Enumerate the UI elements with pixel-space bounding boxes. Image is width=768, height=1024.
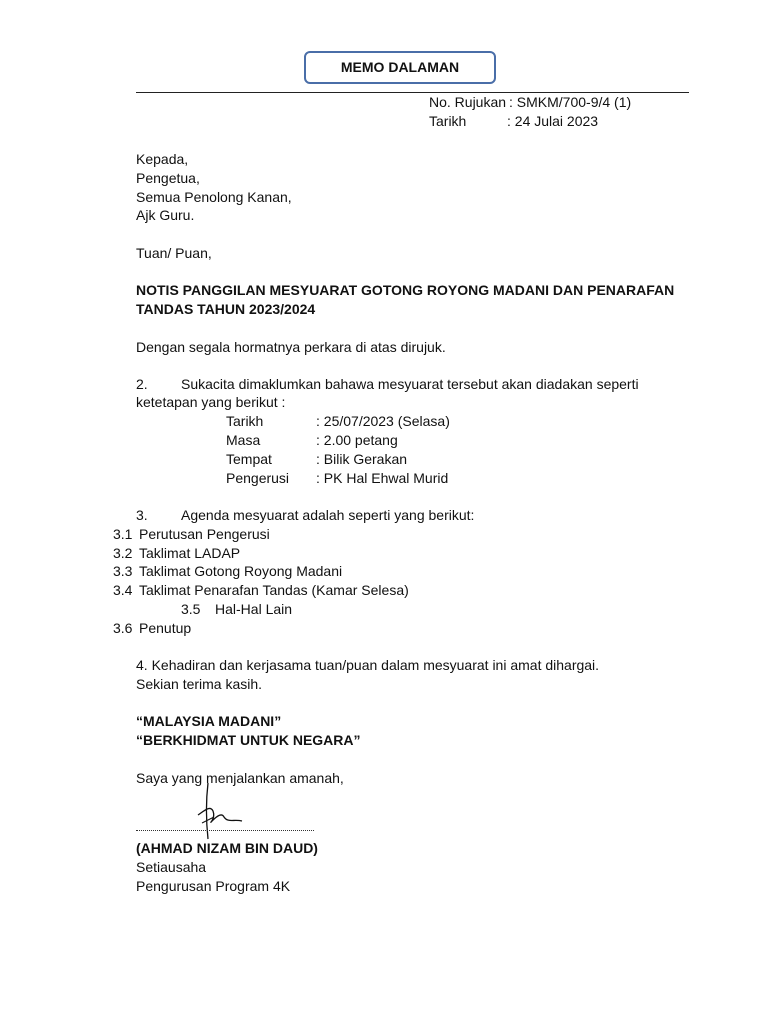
closing-phrase: Saya yang menjalankan amanah, bbox=[136, 770, 344, 786]
date-label: Tarikh bbox=[429, 113, 467, 129]
agenda-number: 3.3 bbox=[113, 563, 133, 579]
agenda-number: 3.5 bbox=[181, 601, 201, 617]
closing-thanks: Sekian terima kasih. bbox=[136, 676, 263, 692]
para4-text: 4. Kehadiran dan kerjasama tuan/puan dalam mesyuarat ini amat dihargai. bbox=[136, 657, 600, 673]
agenda-item: Perutusan Pengerusi bbox=[139, 526, 270, 542]
detail-value: : 2.00 petang bbox=[316, 432, 398, 448]
para2-text: Sukacita dimaklumkan bahawa mesyuarat tersebut akan diadakan seperti bbox=[181, 376, 639, 392]
signatory-unit: Pengurusan Program 4K bbox=[136, 878, 291, 894]
recipient-line: Pengetua, bbox=[136, 170, 200, 186]
agenda-number: 3.6 bbox=[113, 620, 133, 636]
detail-value: : 25/07/2023 (Selasa) bbox=[316, 413, 450, 429]
detail-value: : Bilik Gerakan bbox=[316, 451, 408, 467]
agenda-item: Hal-Hal Lain bbox=[215, 601, 293, 617]
para2-number: 2. bbox=[136, 376, 148, 392]
para3-text: Agenda mesyuarat adalah seperti yang berikut: bbox=[181, 507, 475, 523]
date-value: : 24 Julai 2023 bbox=[507, 113, 599, 129]
slogan: “BERKHIDMAT UNTUK NEGARA” bbox=[136, 732, 361, 748]
detail-label: Masa bbox=[226, 432, 261, 448]
para2-text-cont: ketetapan yang berikut : bbox=[136, 394, 286, 410]
slogan: “MALAYSIA MADANI” bbox=[136, 713, 282, 729]
signature-line bbox=[136, 820, 314, 831]
subject-line-2: TANDAS TAHUN 2023/2024 bbox=[136, 301, 316, 317]
agenda-number: 3.1 bbox=[113, 526, 133, 542]
recipients-intro: Kepada, bbox=[136, 151, 189, 167]
recipient-line: Ajk Guru. bbox=[136, 207, 195, 223]
reference-value: : SMKM/700-9/4 (1) bbox=[509, 94, 632, 110]
agenda-number: 3.2 bbox=[113, 545, 133, 561]
recipient-line: Semua Penolong Kanan, bbox=[136, 189, 292, 205]
detail-label: Pengerusi bbox=[226, 470, 290, 486]
subject-line-1: NOTIS PANGGILAN MESYUARAT GOTONG ROYONG MADANI DAN PENARAFAN bbox=[136, 282, 675, 298]
para3-number: 3. bbox=[136, 507, 148, 523]
reference-label: No. Rujukan bbox=[429, 94, 507, 110]
signature-image bbox=[190, 775, 260, 845]
agenda-item: Taklimat Gotong Royong Madani bbox=[139, 563, 343, 579]
agenda-item: Taklimat Penarafan Tandas (Kamar Selesa) bbox=[139, 582, 409, 598]
opening-sentence: Dengan segala hormatnya perkara di atas dirujuk. bbox=[136, 339, 446, 355]
agenda-number: 3.4 bbox=[113, 582, 133, 598]
detail-label: Tarikh bbox=[226, 413, 264, 429]
agenda-item: Penutup bbox=[139, 620, 192, 636]
signatory-position: Setiausaha bbox=[136, 859, 207, 875]
signatory-name: (AHMAD NIZAM BIN DAUD) bbox=[136, 840, 318, 856]
memo-title: MEMO DALAMAN bbox=[304, 51, 496, 84]
detail-value: : PK Hal Ehwal Murid bbox=[316, 470, 449, 486]
agenda-item: Taklimat LADAP bbox=[139, 545, 241, 561]
detail-label: Tempat bbox=[226, 451, 272, 467]
salutation: Tuan/ Puan, bbox=[136, 245, 212, 261]
